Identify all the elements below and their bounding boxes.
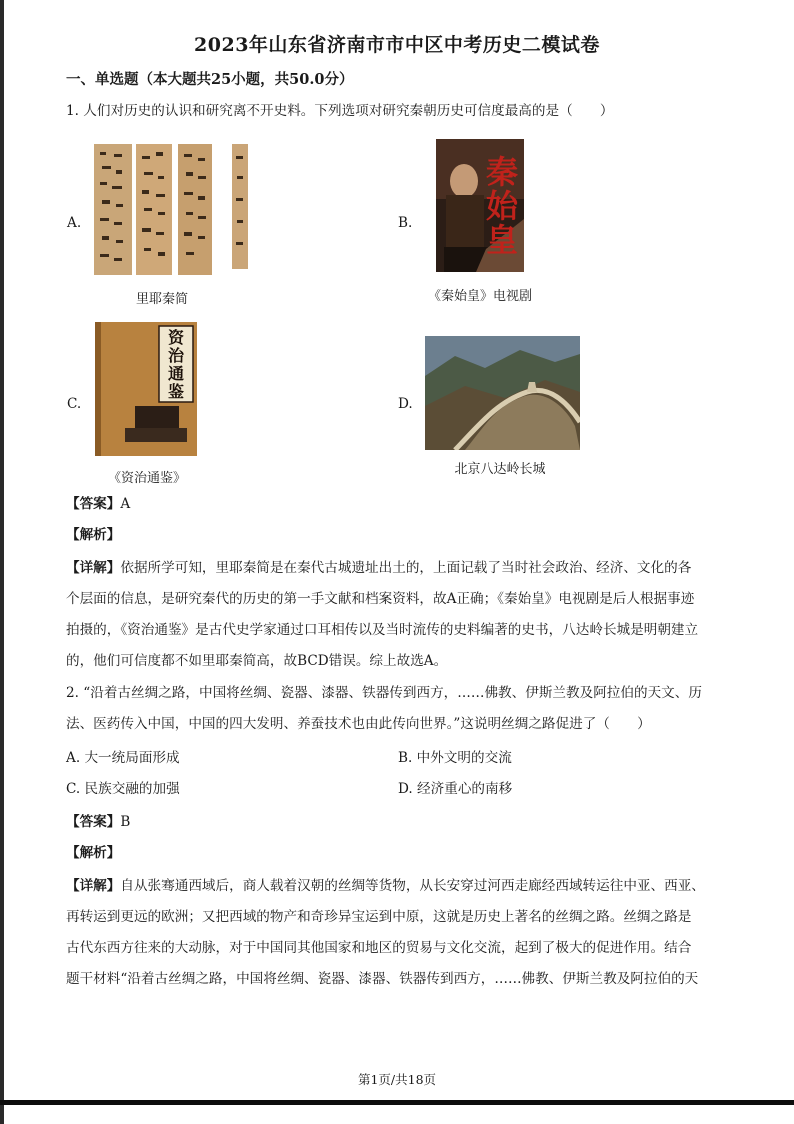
q2-detail-line: 再转运到更远的欧洲；又把西域的物产和奇珍异宝运到中原，这就是历史上著名的丝绸之路。丝绸之路是 [66, 909, 692, 925]
detail-tag: 【详解】 [66, 878, 121, 894]
section-heading: 一、单选题（本大题共25小题，共50.0分） [66, 71, 354, 88]
q2-analysis-tag: 【解析】 [66, 845, 121, 861]
q1-option-b-caption: 《秦始皇》电视剧 [427, 289, 532, 304]
q1-analysis-tag: 【解析】 [66, 527, 121, 543]
poster-title-text: 秦始皇 [485, 153, 518, 259]
q1-detail-line: 拍摄的，《资治通鉴》是古代史学家通过口耳相传以及当时流传的史料编著的史书，八达岭长城是明朝建立 [66, 622, 699, 638]
answer-tag: 【答案】 [66, 496, 121, 512]
q1-detail-line: 个层面的信息，是研究秦代的历史的第一手文献和档案资料，故A正确；《秦始皇》电视剧是后人根据事迹 [66, 591, 695, 607]
scan-edge [0, 0, 4, 1124]
detail-text: 自从张骞通西域后，商人载着汉朝的丝绸等货物，从长安穿过河西走廊经西域转运往中亚、西亚、 [120, 878, 705, 894]
q2-stem-line: 法、医药传入中国，中国的四大发明、养蚕技术也由此传向世界。”这说明丝绸之路促进了（ ） [66, 716, 651, 732]
q2-detail-line: 题干材料“沿着古丝绸之路，中国将丝绸、瓷器、漆器、铁器传到西方，……佛教、伊斯兰教及阿拉伯的天 [66, 971, 699, 987]
q1-option-a-label: A. [67, 215, 82, 231]
q1-option-c-label: C. [67, 396, 82, 412]
detail-text: 依据所学可知，里耶秦简是在秦代古城遗址出土的，上面记载了当时社会政治、经济、文化的各 [120, 560, 692, 576]
q1-option-b-label: B. [398, 215, 413, 231]
q1-option-d-label: D. [398, 396, 413, 412]
answer-value: A [120, 496, 131, 512]
q1-detail-line: 的，他们可信度都不如里耶秦简高，故BCD错误。综上故选A。 [66, 653, 448, 669]
answer-tag: 【答案】 [66, 814, 121, 830]
book-title-text: 资治通鉴 [167, 328, 184, 401]
q2-option-d: D. 经济重心的南移 [398, 781, 513, 797]
q2-detail-line [66, 878, 705, 894]
q2-answer [66, 814, 130, 830]
bottom-rule [0, 1100, 794, 1105]
page-title: 2023年山东省济南市市中区中考历史二模试卷 [194, 34, 600, 56]
book-cover-image [95, 322, 197, 456]
q1-option-d-caption: 北京八达岭长城 [454, 462, 546, 477]
q1-detail-line [66, 560, 691, 576]
detail-tag: 【详解】 [66, 560, 121, 576]
bamboo-slips-image [92, 142, 252, 277]
answer-value: B [120, 814, 131, 830]
page-footer: 第1页/共18页 [357, 1072, 437, 1087]
q1-option-c-caption: 《资治通鉴》 [107, 471, 186, 486]
q2-option-b: B. 中外文明的交流 [398, 750, 512, 766]
q1-option-a-caption: 里耶秦简 [135, 292, 188, 307]
q2-option-c: C. 民族交融的加强 [66, 781, 180, 797]
q2-detail-line: 古代东西方往来的大动脉，对于中国同其他国家和地区的贸易与文化交流，起到了极大的促进作用。结合 [66, 940, 692, 956]
q1-answer [66, 496, 130, 512]
tv-drama-poster-image [436, 139, 524, 272]
q2-stem-line: 2. “沿着古丝绸之路，中国将丝绸、瓷器、漆器、铁器传到西方，……佛教、伊斯兰教及阿拉伯的天文、历 [66, 685, 702, 701]
great-wall-image [425, 336, 580, 450]
q2-option-a: A. 大一统局面形成 [66, 750, 180, 766]
q1-stem: 1. 人们对历史的认识和研究离不开史料。下列选项对研究秦朝历史可信度最高的是（ ） [66, 103, 614, 119]
